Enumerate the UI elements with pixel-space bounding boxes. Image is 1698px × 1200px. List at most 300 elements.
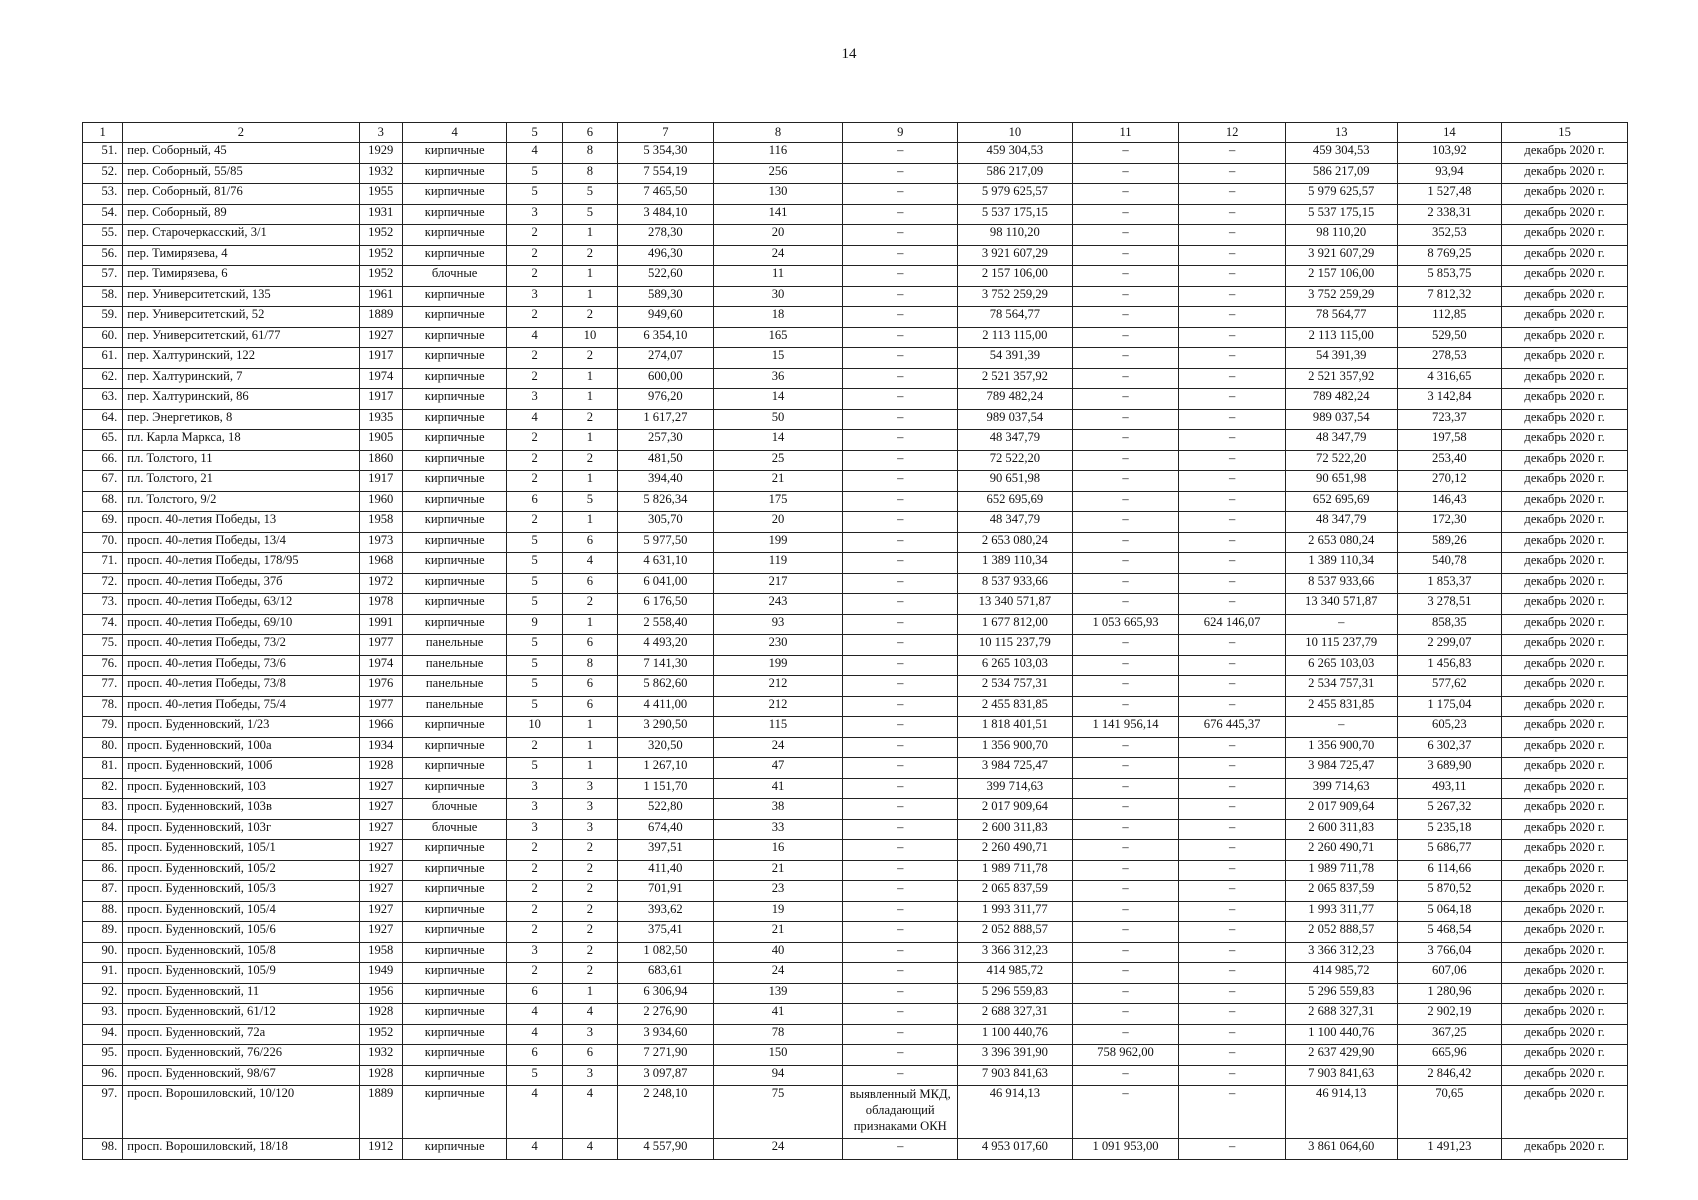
table-cell: –: [843, 737, 958, 758]
column-header: 10: [958, 123, 1073, 143]
table-cell: 2: [562, 922, 617, 943]
table-cell: 89.: [83, 922, 123, 943]
table-cell: 13 340 571,87: [1285, 594, 1397, 615]
table-cell: 605,23: [1397, 717, 1502, 738]
table-cell: –: [843, 286, 958, 307]
table-cell: –: [843, 573, 958, 594]
table-cell: просп. Буденновский, 61/12: [123, 1004, 359, 1025]
table-row: [83, 204, 1628, 225]
table-cell: 5 537 175,15: [958, 204, 1073, 225]
table-cell: 1958: [359, 512, 402, 533]
table-cell: –: [843, 840, 958, 861]
table-cell: 41: [713, 1004, 843, 1025]
table-cell: –: [1072, 901, 1179, 922]
table-cell: 1 151,70: [618, 778, 714, 799]
column-header: 6: [562, 123, 617, 143]
table-cell: –: [1072, 778, 1179, 799]
table-cell: 1: [562, 737, 617, 758]
table-cell: просп. 40-летия Победы, 69/10: [123, 614, 359, 635]
table-cell: 165: [713, 327, 843, 348]
table-cell: –: [1072, 204, 1179, 225]
table-cell: 98 110,20: [1285, 225, 1397, 246]
table-cell: –: [843, 819, 958, 840]
table-cell: –: [1285, 614, 1397, 635]
table-cell: просп. Буденновский, 100а: [123, 737, 359, 758]
table-cell: декабрь 2020 г.: [1502, 676, 1628, 697]
table-cell: 1961: [359, 286, 402, 307]
table-cell: 1927: [359, 778, 402, 799]
table-cell: декабрь 2020 г.: [1502, 245, 1628, 266]
table-cell: 2: [507, 881, 562, 902]
table-cell: кирпичные: [402, 1045, 507, 1066]
table-cell: 6 265 103,03: [958, 655, 1073, 676]
table-cell: 2: [507, 901, 562, 922]
table-cell: 3 766,04: [1397, 942, 1502, 963]
table-cell: –: [843, 184, 958, 205]
table-cell: 3: [562, 1024, 617, 1045]
table-cell: кирпичные: [402, 491, 507, 512]
table-cell: –: [1072, 881, 1179, 902]
table-cell: 1935: [359, 409, 402, 430]
table-cell: –: [843, 450, 958, 471]
table-cell: 150: [713, 1045, 843, 1066]
table-cell: декабрь 2020 г.: [1502, 143, 1628, 164]
table-cell: декабрь 2020 г.: [1502, 286, 1628, 307]
table-cell: декабрь 2020 г.: [1502, 717, 1628, 738]
table-cell: 86.: [83, 860, 123, 881]
table-cell: кирпичные: [402, 717, 507, 738]
table-cell: кирпичные: [402, 573, 507, 594]
table-cell: –: [1072, 307, 1179, 328]
table-cell: 5 267,32: [1397, 799, 1502, 820]
table-row: [83, 143, 1628, 164]
table-cell: 98.: [83, 1139, 123, 1160]
table-cell: 72 522,20: [1285, 450, 1397, 471]
table-cell: 652 695,69: [1285, 491, 1397, 512]
table-cell: 577,62: [1397, 676, 1502, 697]
table-cell: 75.: [83, 635, 123, 656]
table-cell: 54.: [83, 204, 123, 225]
table-cell: 3: [507, 389, 562, 410]
table-cell: 5: [507, 163, 562, 184]
table-cell: кирпичные: [402, 430, 507, 451]
table-cell: 6: [562, 532, 617, 553]
table-cell: 3: [507, 286, 562, 307]
table-cell: –: [1179, 184, 1286, 205]
table-cell: 1952: [359, 1024, 402, 1045]
table-cell: просп. Буденновский, 100б: [123, 758, 359, 779]
table-row: [83, 1065, 1628, 1086]
table-cell: 352,53: [1397, 225, 1502, 246]
table-cell: 2: [507, 368, 562, 389]
table-cell: 305,70: [618, 512, 714, 533]
table-cell: декабрь 2020 г.: [1502, 635, 1628, 656]
table-cell: 1973: [359, 532, 402, 553]
table-cell: 83.: [83, 799, 123, 820]
table-cell: 1 100 440,76: [1285, 1024, 1397, 1045]
column-header: 7: [618, 123, 714, 143]
table-cell: кирпичные: [402, 553, 507, 574]
table-cell: 394,40: [618, 471, 714, 492]
table-cell: 540,78: [1397, 553, 1502, 574]
table-cell: 5: [507, 1065, 562, 1086]
table-cell: 6 354,10: [618, 327, 714, 348]
table-cell: панельные: [402, 696, 507, 717]
table-cell: 5: [507, 676, 562, 697]
table-cell: 399 714,63: [958, 778, 1073, 799]
table-cell: 130: [713, 184, 843, 205]
table-cell: кирпичные: [402, 942, 507, 963]
table-cell: 5 977,50: [618, 532, 714, 553]
table-cell: 116: [713, 143, 843, 164]
table-cell: кирпичные: [402, 983, 507, 1004]
table-cell: 1977: [359, 635, 402, 656]
table-cell: 459 304,53: [1285, 143, 1397, 164]
table-cell: 2 017 909,64: [1285, 799, 1397, 820]
table-cell: –: [1179, 901, 1286, 922]
table-cell: 4 411,00: [618, 696, 714, 717]
table-cell: кирпичные: [402, 901, 507, 922]
table-cell: –: [843, 614, 958, 635]
table-cell: 674,40: [618, 819, 714, 840]
table-cell: 1927: [359, 922, 402, 943]
table-cell: пер. Халтуринский, 122: [123, 348, 359, 369]
table-cell: кирпичные: [402, 1139, 507, 1160]
table-cell: 4 557,90: [618, 1139, 714, 1160]
table-cell: –: [1072, 245, 1179, 266]
table-cell: –: [843, 758, 958, 779]
table-cell: 4 493,20: [618, 635, 714, 656]
table-cell: 217: [713, 573, 843, 594]
table-cell: 78 564,77: [1285, 307, 1397, 328]
table-cell: декабрь 2020 г.: [1502, 594, 1628, 615]
table-row: [83, 635, 1628, 656]
table-row: [83, 922, 1628, 943]
table-cell: –: [1179, 696, 1286, 717]
table-row: [83, 573, 1628, 594]
table-cell: 1 456,83: [1397, 655, 1502, 676]
table-cell: кирпичные: [402, 922, 507, 943]
table-cell: 3: [562, 799, 617, 820]
table-cell: –: [843, 553, 958, 574]
table-cell: –: [1072, 1024, 1179, 1045]
table-cell: 212: [713, 696, 843, 717]
table-cell: декабрь 2020 г.: [1502, 389, 1628, 410]
table-cell: 5: [507, 655, 562, 676]
table-cell: декабрь 2020 г.: [1502, 696, 1628, 717]
table-cell: –: [1072, 922, 1179, 943]
table-cell: 4: [507, 1004, 562, 1025]
table-cell: 1 818 401,51: [958, 717, 1073, 738]
table-cell: –: [1179, 491, 1286, 512]
table-cell: декабрь 2020 г.: [1502, 532, 1628, 553]
table-cell: 2: [507, 922, 562, 943]
table-cell: –: [843, 1065, 958, 1086]
table-cell: 4: [562, 553, 617, 574]
table-cell: кирпичные: [402, 512, 507, 533]
table-cell: декабрь 2020 г.: [1502, 1024, 1628, 1045]
table-cell: 4: [562, 1004, 617, 1025]
table-cell: 1927: [359, 840, 402, 861]
table-cell: 2 052 888,57: [1285, 922, 1397, 943]
table-cell: 77.: [83, 676, 123, 697]
table-row: [83, 327, 1628, 348]
table-cell: пер. Университетский, 61/77: [123, 327, 359, 348]
table-cell: 2 600 311,83: [958, 819, 1073, 840]
table-cell: 1932: [359, 163, 402, 184]
table-row: [83, 983, 1628, 1004]
table-cell: декабрь 2020 г.: [1502, 225, 1628, 246]
table-cell: –: [1072, 266, 1179, 287]
table-cell: 3 278,51: [1397, 594, 1502, 615]
table-cell: просп. 40-летия Победы, 73/2: [123, 635, 359, 656]
table-cell: кирпичные: [402, 594, 507, 615]
table-cell: 9: [507, 614, 562, 635]
table-cell: 6: [562, 1045, 617, 1066]
table-cell: 6: [562, 676, 617, 697]
table-cell: пл. Толстого, 21: [123, 471, 359, 492]
table-cell: 1 853,37: [1397, 573, 1502, 594]
table-cell: 57.: [83, 266, 123, 287]
table-row: [83, 717, 1628, 738]
table-cell: 2: [507, 245, 562, 266]
table-cell: –: [1179, 635, 1286, 656]
table-cell: 1 082,50: [618, 942, 714, 963]
table-cell: 2 260 490,71: [1285, 840, 1397, 861]
table-cell: 3: [562, 1065, 617, 1086]
table-cell: 393,62: [618, 901, 714, 922]
table-cell: декабрь 2020 г.: [1502, 840, 1628, 861]
table-cell: 73.: [83, 594, 123, 615]
table-cell: –: [843, 901, 958, 922]
table-cell: 15: [713, 348, 843, 369]
table-cell: пер. Соборный, 81/76: [123, 184, 359, 205]
table-cell: 4: [507, 409, 562, 430]
table-cell: –: [843, 799, 958, 820]
table-cell: –: [1072, 225, 1179, 246]
table-cell: –: [1072, 840, 1179, 861]
table-cell: –: [1072, 942, 1179, 963]
table-cell: декабрь 2020 г.: [1502, 327, 1628, 348]
table-cell: 1 280,96: [1397, 983, 1502, 1004]
table-cell: 1 141 956,14: [1072, 717, 1179, 738]
table-cell: 2: [507, 430, 562, 451]
table-row: [83, 881, 1628, 902]
table-cell: 858,35: [1397, 614, 1502, 635]
table-cell: 683,61: [618, 963, 714, 984]
table-cell: пл. Толстого, 11: [123, 450, 359, 471]
table-cell: 1927: [359, 819, 402, 840]
table-cell: 91.: [83, 963, 123, 984]
table-cell: 78.: [83, 696, 123, 717]
table-cell: 3 366 312,23: [958, 942, 1073, 963]
table-cell: 6 114,66: [1397, 860, 1502, 881]
table-cell: 61.: [83, 348, 123, 369]
table-cell: кирпичные: [402, 163, 507, 184]
table-cell: 481,50: [618, 450, 714, 471]
table-cell: декабрь 2020 г.: [1502, 1139, 1628, 1160]
table-cell: декабрь 2020 г.: [1502, 799, 1628, 820]
table-cell: –: [1072, 368, 1179, 389]
table-cell: 1: [562, 430, 617, 451]
table-cell: 1 267,10: [618, 758, 714, 779]
table-row: [83, 1139, 1628, 1160]
table-cell: пер. Старочеркасский, 3/1: [123, 225, 359, 246]
table-cell: кирпичные: [402, 778, 507, 799]
table-cell: кирпичные: [402, 860, 507, 881]
table-cell: 63.: [83, 389, 123, 410]
table-cell: –: [1179, 881, 1286, 902]
table-cell: просп. 40-летия Победы, 75/4: [123, 696, 359, 717]
table-cell: 47: [713, 758, 843, 779]
table-cell: –: [1179, 348, 1286, 369]
table-cell: 723,37: [1397, 409, 1502, 430]
table-cell: 2: [507, 225, 562, 246]
table-cell: –: [843, 225, 958, 246]
table-cell: 48 347,79: [1285, 512, 1397, 533]
table-cell: кирпичные: [402, 840, 507, 861]
table-row: [83, 1086, 1628, 1139]
table-row: [83, 963, 1628, 984]
table-cell: 93.: [83, 1004, 123, 1025]
table-cell: 65.: [83, 430, 123, 451]
table-cell: пл. Карла Маркса, 18: [123, 430, 359, 451]
table-cell: 3 142,84: [1397, 389, 1502, 410]
table-cell: 676 445,37: [1179, 717, 1286, 738]
table-cell: 2: [507, 450, 562, 471]
table-cell: 7 271,90: [618, 1045, 714, 1066]
table-cell: блочные: [402, 819, 507, 840]
table-cell: 1: [562, 368, 617, 389]
table-cell: 6 041,00: [618, 573, 714, 594]
table-cell: 5 979 625,57: [1285, 184, 1397, 205]
table-cell: –: [843, 307, 958, 328]
table-cell: 76.: [83, 655, 123, 676]
table-cell: 25: [713, 450, 843, 471]
table-cell: декабрь 2020 г.: [1502, 184, 1628, 205]
table-cell: просп. Буденновский, 72а: [123, 1024, 359, 1045]
table-cell: просп. Буденновский, 98/67: [123, 1065, 359, 1086]
table-cell: 278,53: [1397, 348, 1502, 369]
table-cell: –: [843, 368, 958, 389]
table-cell: 11: [713, 266, 843, 287]
table-cell: –: [1179, 163, 1286, 184]
table-cell: 24: [713, 1139, 843, 1160]
table-cell: 1860: [359, 450, 402, 471]
table-row: [83, 1045, 1628, 1066]
table-cell: –: [1072, 553, 1179, 574]
table-cell: 2: [507, 348, 562, 369]
table-cell: 496,30: [618, 245, 714, 266]
table-cell: декабрь 2020 г.: [1502, 409, 1628, 430]
table-row: [83, 266, 1628, 287]
table-row: [83, 532, 1628, 553]
table-cell: 40: [713, 942, 843, 963]
table-cell: кирпичные: [402, 204, 507, 225]
table-cell: 1 175,04: [1397, 696, 1502, 717]
table-cell: 46 914,13: [1285, 1086, 1397, 1139]
table-cell: 3 984 725,47: [1285, 758, 1397, 779]
table-cell: 7 903 841,63: [958, 1065, 1073, 1086]
table-cell: 2: [562, 860, 617, 881]
table-cell: 20: [713, 225, 843, 246]
table-cell: кирпичные: [402, 614, 507, 635]
table-cell: –: [1179, 1065, 1286, 1086]
table-cell: кирпичные: [402, 348, 507, 369]
table-cell: 5 979 625,57: [958, 184, 1073, 205]
table-cell: 459 304,53: [958, 143, 1073, 164]
table-cell: 7 141,30: [618, 655, 714, 676]
page-number: 14: [841, 46, 857, 62]
table-cell: 522,60: [618, 266, 714, 287]
table-cell: декабрь 2020 г.: [1502, 266, 1628, 287]
table-cell: –: [1179, 430, 1286, 451]
table-cell: 5: [562, 204, 617, 225]
table-cell: декабрь 2020 г.: [1502, 737, 1628, 758]
table-cell: –: [1072, 184, 1179, 205]
table-cell: 79.: [83, 717, 123, 738]
table-cell: –: [1179, 1004, 1286, 1025]
table-cell: 5 870,52: [1397, 881, 1502, 902]
table-cell: –: [1072, 963, 1179, 984]
table-row: [83, 450, 1628, 471]
table-cell: 253,40: [1397, 450, 1502, 471]
table-cell: 3: [507, 942, 562, 963]
table-cell: 7 554,19: [618, 163, 714, 184]
table-cell: кирпичные: [402, 1024, 507, 1045]
table-cell: –: [1179, 573, 1286, 594]
table-cell: 1952: [359, 225, 402, 246]
table-cell: кирпичные: [402, 245, 507, 266]
table-cell: пер. Соборный, 89: [123, 204, 359, 225]
table-row: [83, 942, 1628, 963]
table-cell: 2: [562, 901, 617, 922]
table-cell: просп. Буденновский, 105/4: [123, 901, 359, 922]
table-cell: пл. Толстого, 9/2: [123, 491, 359, 512]
table-cell: 1949: [359, 963, 402, 984]
table-cell: –: [843, 860, 958, 881]
table-row: [83, 184, 1628, 205]
table-cell: кирпичные: [402, 450, 507, 471]
table-cell: –: [843, 430, 958, 451]
table-row: [83, 163, 1628, 184]
table-cell: –: [1179, 655, 1286, 676]
table-cell: 2 688 327,31: [958, 1004, 1073, 1025]
table-cell: 3 097,87: [618, 1065, 714, 1086]
table-cell: –: [1072, 594, 1179, 615]
table-cell: 69.: [83, 512, 123, 533]
table-cell: 1917: [359, 471, 402, 492]
table-cell: –: [1179, 1086, 1286, 1139]
table-cell: 2: [507, 737, 562, 758]
table-cell: –: [1072, 655, 1179, 676]
table-cell: 1: [562, 614, 617, 635]
table-cell: 367,25: [1397, 1024, 1502, 1045]
table-cell: –: [843, 1139, 958, 1160]
table-cell: –: [1072, 819, 1179, 840]
table-cell: 3: [507, 799, 562, 820]
table-cell: 1 989 711,78: [958, 860, 1073, 881]
table-cell: –: [1179, 204, 1286, 225]
table-cell: 2: [507, 963, 562, 984]
table-cell: 8 537 933,66: [1285, 573, 1397, 594]
table-cell: –: [843, 163, 958, 184]
table-cell: –: [1072, 286, 1179, 307]
table-cell: 2 065 837,59: [1285, 881, 1397, 902]
table-cell: 1929: [359, 143, 402, 164]
table-cell: кирпичные: [402, 1004, 507, 1025]
table-cell: –: [1072, 491, 1179, 512]
